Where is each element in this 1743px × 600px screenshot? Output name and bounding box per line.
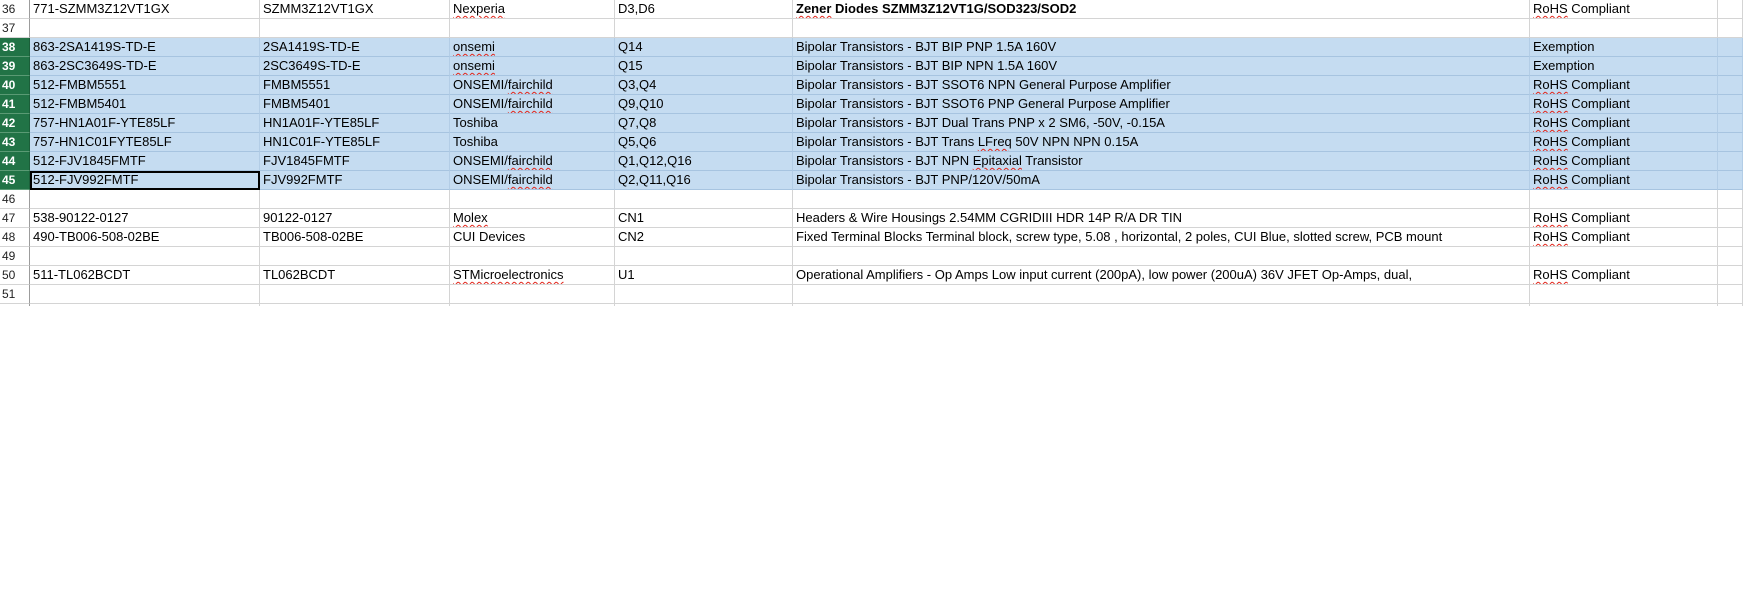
cell-manufacturer[interactable]: ONSEMI/fairchild — [450, 152, 615, 171]
cell-manufacturer[interactable]: ONSEMI/fairchild — [450, 95, 615, 114]
cell-empty[interactable] — [1718, 285, 1743, 304]
cell-manufacturer-part[interactable] — [260, 190, 450, 209]
row-header[interactable]: 40 — [0, 76, 30, 95]
table-row — [0, 209, 1743, 228]
cell-designator[interactable]: U1 — [615, 266, 793, 285]
row-header[interactable]: 42 — [0, 114, 30, 133]
row-header[interactable]: 38 — [0, 38, 30, 57]
cell-part-number[interactable]: 490-TB006-508-02BE — [30, 228, 260, 247]
cell-manufacturer[interactable] — [450, 190, 615, 209]
table-row — [0, 190, 1743, 209]
cell-designator[interactable]: Q15 — [615, 57, 793, 76]
cell-description[interactable]: Bipolar Transistors - BJT BIP NPN 1.5A 160V — [793, 57, 1530, 76]
row-header[interactable]: 43 — [0, 133, 30, 152]
row-header[interactable]: 49 — [0, 247, 30, 266]
table-row — [0, 38, 1743, 57]
row-header[interactable]: 44 — [0, 152, 30, 171]
cell-manufacturer[interactable]: ONSEMI/fairchild — [450, 171, 615, 190]
cell-manufacturer-part[interactable] — [260, 247, 450, 266]
table-row — [0, 19, 1743, 38]
table-row — [0, 285, 1743, 304]
cell-description[interactable]: Bipolar Transistors - BJT NPN Epitaxial Transistor — [793, 152, 1530, 171]
cell-manufacturer[interactable]: Molex — [450, 209, 615, 228]
cell-part-number[interactable]: 512-FJV1845FMTF — [30, 152, 260, 171]
row-header[interactable]: 37 — [0, 19, 30, 38]
cell-designator[interactable]: D3,D6 — [615, 0, 793, 19]
cell-description[interactable]: Fixed Terminal Blocks Terminal block, screw type, 5.08 , horizontal, 2 poles, CUI Blue, slotted screw, PCB mount — [793, 228, 1530, 247]
cell-description[interactable] — [793, 285, 1530, 304]
active-cell[interactable]: 512-FJV992FMTF — [30, 171, 260, 190]
cell-empty[interactable] — [1718, 76, 1743, 95]
cell-manufacturer[interactable]: Toshiba — [450, 133, 615, 152]
cell-rohs-status[interactable] — [1530, 190, 1718, 209]
cell-part-number[interactable]: 512-FMBM5551 — [30, 76, 260, 95]
cell-manufacturer[interactable]: onsemi — [450, 57, 615, 76]
cell-designator[interactable]: Q7,Q8 — [615, 114, 793, 133]
table-row — [0, 266, 1743, 285]
cell-designator[interactable] — [615, 190, 793, 209]
cell-rohs-status[interactable]: RoHS Compliant — [1530, 95, 1718, 114]
cell-manufacturer[interactable]: CUI Devices — [450, 228, 615, 247]
cell-empty[interactable] — [1718, 38, 1743, 57]
cell-part-number[interactable]: 863-2SC3649S-TD-E — [30, 57, 260, 76]
table-row — [0, 76, 1743, 95]
cell-manufacturer[interactable]: onsemi — [450, 38, 615, 57]
table-row — [0, 95, 1743, 114]
cell-rohs-status[interactable] — [1530, 285, 1718, 304]
cell-part-number[interactable] — [30, 19, 260, 38]
cell-empty[interactable] — [1718, 0, 1743, 19]
cell-empty[interactable] — [1718, 247, 1743, 266]
cell-manufacturer-part[interactable]: HN1A01F-YTE85LF — [260, 114, 450, 133]
cell-manufacturer-part[interactable]: TB006-508-02BE — [260, 228, 450, 247]
table-row — [0, 171, 1743, 190]
cell-designator[interactable]: Q9,Q10 — [615, 95, 793, 114]
table-row — [0, 0, 1743, 19]
cell-description[interactable]: Bipolar Transistors - BJT Dual Trans PNP x 2 SM6, -50V, -0.15A — [793, 114, 1530, 133]
cell-part-number[interactable]: 538-90122-0127 — [30, 209, 260, 228]
empty-sheet-area — [0, 306, 1743, 600]
cell-part-number[interactable] — [30, 285, 260, 304]
cell-part-number[interactable]: 771-SZMM3Z12VT1GX — [30, 0, 260, 19]
cell-manufacturer-part[interactable]: SZMM3Z12VT1GX — [260, 0, 450, 19]
table-row — [0, 114, 1743, 133]
cell-description[interactable]: Bipolar Transistors - BJT PNP/120V/50mA — [793, 171, 1530, 190]
cell-designator[interactable] — [615, 19, 793, 38]
cell-rohs-status[interactable]: RoHS Compliant — [1530, 209, 1718, 228]
cell-manufacturer-part[interactable]: 2SC3649S-TD-E — [260, 57, 450, 76]
cell-empty[interactable] — [1718, 190, 1743, 209]
cell-rohs-status[interactable]: Exemption — [1530, 57, 1718, 76]
row-header[interactable]: 36 — [0, 0, 30, 19]
cell-manufacturer[interactable]: Nexperia — [450, 0, 615, 19]
cell-part-number[interactable]: 757-HN1C01FYTE85LF — [30, 133, 260, 152]
table-row — [0, 152, 1743, 171]
row-header[interactable]: 50 — [0, 266, 30, 285]
cell-part-number[interactable] — [30, 190, 260, 209]
cell-designator[interactable]: Q3,Q4 — [615, 76, 793, 95]
row-header[interactable]: 39 — [0, 57, 30, 76]
cell-rohs-status[interactable]: RoHS Compliant — [1530, 114, 1718, 133]
cell-manufacturer[interactable] — [450, 19, 615, 38]
cell-rohs-status[interactable]: RoHS Compliant — [1530, 0, 1718, 19]
cell-empty[interactable] — [1718, 19, 1743, 38]
cell-empty[interactable] — [1718, 209, 1743, 228]
table-row — [0, 228, 1743, 247]
table-row — [0, 247, 1743, 266]
cell-manufacturer-part[interactable]: HN1C01F-YTE85LF — [260, 133, 450, 152]
cell-rohs-status[interactable] — [1530, 19, 1718, 38]
cell-empty[interactable] — [1718, 57, 1743, 76]
cell-manufacturer-part[interactable]: TL062BCDT — [260, 266, 450, 285]
cell-manufacturer-part[interactable]: FJV992FMTF — [260, 171, 450, 190]
cell-manufacturer-part[interactable]: FMBM5551 — [260, 76, 450, 95]
cell-manufacturer[interactable] — [450, 247, 615, 266]
cell-manufacturer[interactable]: STMicroelectronics — [450, 266, 615, 285]
cell-empty[interactable] — [1718, 133, 1743, 152]
cell-manufacturer[interactable] — [450, 285, 615, 304]
cell-part-number[interactable]: 511-TL062BCDT — [30, 266, 260, 285]
cell-manufacturer-part[interactable]: 2SA1419S-TD-E — [260, 38, 450, 57]
cell-rohs-status[interactable]: RoHS Compliant — [1530, 171, 1718, 190]
cell-manufacturer[interactable]: ONSEMI/fairchild — [450, 76, 615, 95]
cell-rohs-status[interactable] — [1530, 247, 1718, 266]
table-row — [0, 133, 1743, 152]
cell-description[interactable] — [793, 247, 1530, 266]
cell-manufacturer-part[interactable] — [260, 285, 450, 304]
cell-empty[interactable] — [1718, 95, 1743, 114]
cell-manufacturer-part[interactable] — [260, 19, 450, 38]
cell-description[interactable]: Bipolar Transistors - BJT SSOT6 PNP General Purpose Amplifier — [793, 95, 1530, 114]
row-header[interactable]: 45 — [0, 171, 30, 190]
cell-manufacturer[interactable]: Toshiba — [450, 114, 615, 133]
cell-manufacturer-part[interactable]: 90122-0127 — [260, 209, 450, 228]
cell-designator[interactable]: Q5,Q6 — [615, 133, 793, 152]
cell-empty[interactable] — [1718, 266, 1743, 285]
cell-designator[interactable]: Q1,Q12,Q16 — [615, 152, 793, 171]
cell-designator[interactable] — [615, 247, 793, 266]
cell-rohs-status[interactable]: RoHS Compliant — [1530, 133, 1718, 152]
cell-part-number[interactable]: 757-HN1A01F-YTE85LF — [30, 114, 260, 133]
cell-empty[interactable] — [1718, 152, 1743, 171]
cell-rohs-status[interactable]: RoHS Compliant — [1530, 152, 1718, 171]
cell-rohs-status[interactable]: Exemption — [1530, 38, 1718, 57]
cell-designator[interactable] — [615, 285, 793, 304]
cell-rohs-status[interactable]: RoHS Compliant — [1530, 76, 1718, 95]
cell-empty[interactable] — [1718, 228, 1743, 247]
row-header[interactable]: 51 — [0, 285, 30, 304]
cell-designator[interactable]: CN1 — [615, 209, 793, 228]
cell-part-number[interactable]: 512-FMBM5401 — [30, 95, 260, 114]
row-header[interactable]: 46 — [0, 190, 30, 209]
cell-rohs-status[interactable]: RoHS Compliant — [1530, 228, 1718, 247]
cell-manufacturer-part[interactable]: FMBM5401 — [260, 95, 450, 114]
cell-description[interactable]: Zener Diodes SZMM3Z12VT1G/SOD323/SOD2 — [793, 0, 1530, 19]
cell-description[interactable] — [793, 19, 1530, 38]
cell-description[interactable]: Headers & Wire Housings 2.54MM CGRIDIII HDR 14P R/A DR TIN — [793, 209, 1530, 228]
cell-description[interactable]: Bipolar Transistors - BJT Trans LFreq 50V NPN NPN 0.15A — [793, 133, 1530, 152]
cell-designator[interactable]: CN2 — [615, 228, 793, 247]
cell-designator[interactable]: Q2,Q11,Q16 — [615, 171, 793, 190]
cell-empty[interactable] — [1718, 171, 1743, 190]
table-row — [0, 57, 1743, 76]
cell-description[interactable]: Bipolar Transistors - BJT BIP PNP 1.5A 160V — [793, 38, 1530, 57]
cell-description[interactable]: Bipolar Transistors - BJT SSOT6 NPN General Purpose Amplifier — [793, 76, 1530, 95]
cell-description[interactable]: Operational Amplifiers - Op Amps Low input current (200pA), low power (200uA) 36V JFET Op-Amps, dual, — [793, 266, 1530, 285]
row-header[interactable]: 48 — [0, 228, 30, 247]
cell-description[interactable] — [793, 190, 1530, 209]
cell-part-number[interactable]: 863-2SA1419S-TD-E — [30, 38, 260, 57]
row-header[interactable]: 41 — [0, 95, 30, 114]
cell-empty[interactable] — [1718, 114, 1743, 133]
cell-part-number[interactable] — [30, 247, 260, 266]
row-header[interactable]: 47 — [0, 209, 30, 228]
cell-rohs-status[interactable]: RoHS Compliant — [1530, 266, 1718, 285]
cell-manufacturer-part[interactable]: FJV1845FMTF — [260, 152, 450, 171]
cell-designator[interactable]: Q14 — [615, 38, 793, 57]
